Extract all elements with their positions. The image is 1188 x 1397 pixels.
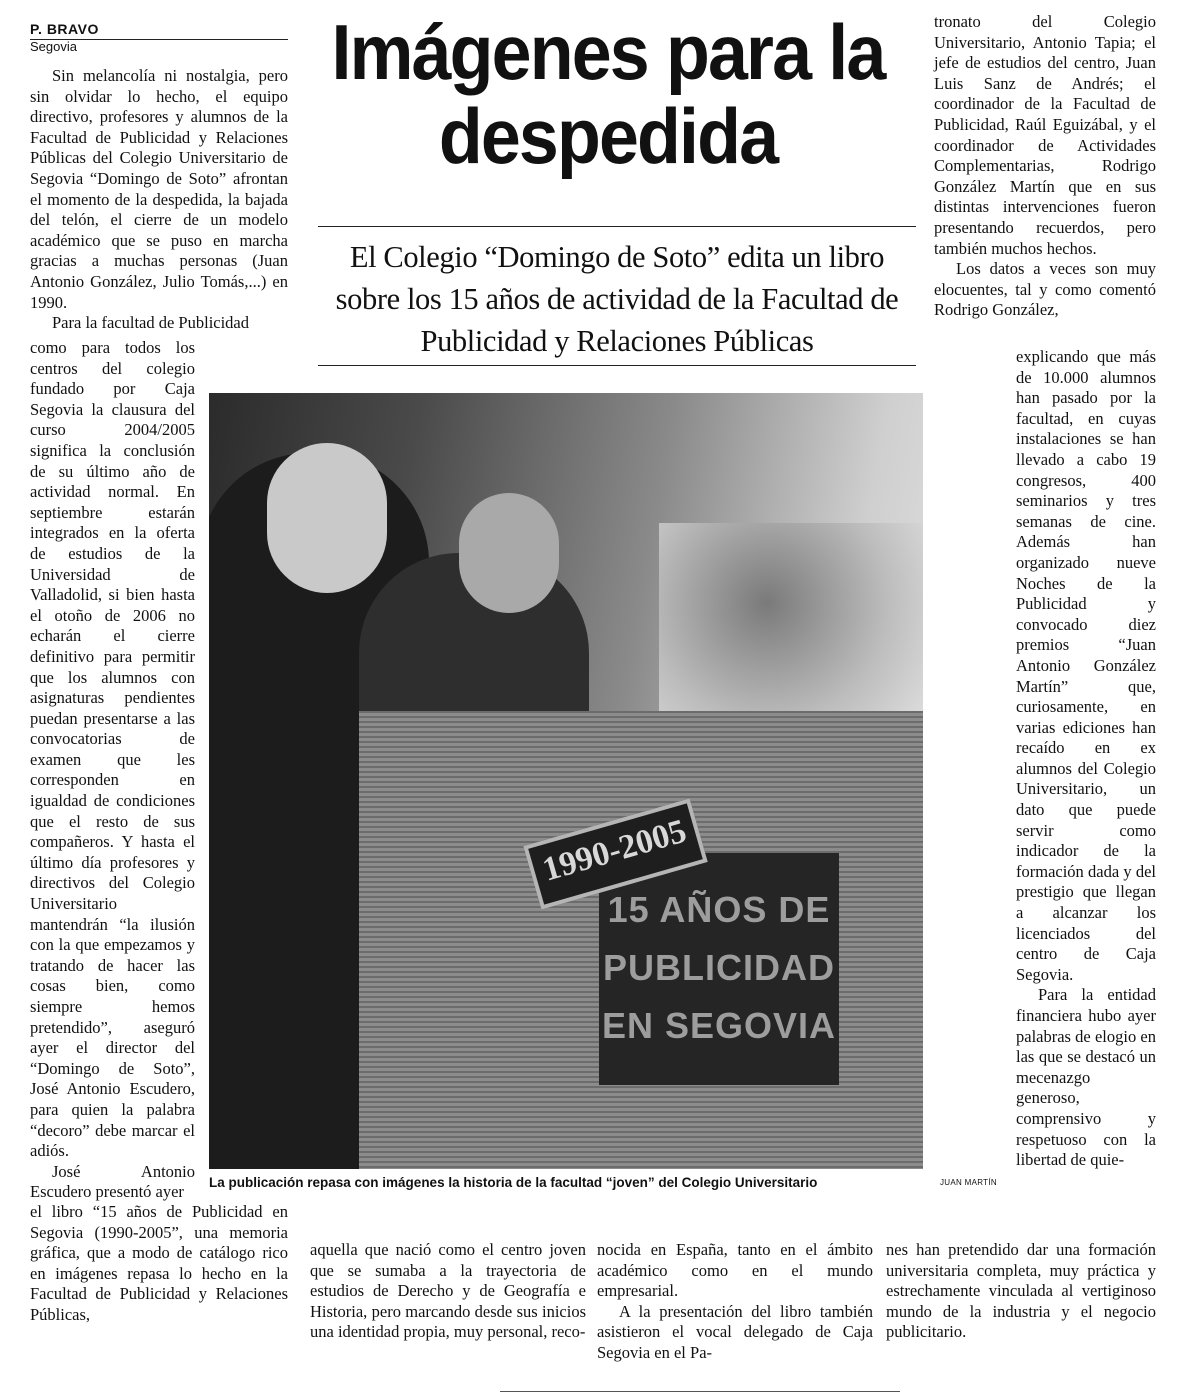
paragraph: Para la facultad de Publicidad xyxy=(52,313,250,333)
book-cover-line: EN SEGOVIA xyxy=(601,1005,837,1046)
paragraph: tronato del Colegio Universitario, Antonio Tapia; el jefe de estudios del centro, Juan Luis Sanz de Andrés; el coordinador de la Facultad de Publicidad, Raúl Eguizábal, y el coordinador de Actividades Complementarias, Rodrigo González Martín que en sus distintas intervenciones fueron presentando recuerdos, pero también muchos hechos. xyxy=(934,12,1156,258)
paragraph: explicando que más de 10.000 alumnos han pasado por la facultad, en cuyas instalaciones se han llevado a cabo 19 congresos, 400 seminarios y tres semanas de cine. Además han organizado nueve Noches de la Publicidad y convocado diez premios “Juan Antonio González Martín” que, curiosamente, en varias ediciones han recaído en ex alumnos del Colegio Universitario, un dato que puede servir como indicador de la formación dada y del prestigio que llegan a alcanzar los licenciados del centro de Caja Segovia. xyxy=(1016,347,1156,984)
paragraph: Los datos a veces son muy elocuentes, tal y como comentó Rodrigo González, xyxy=(934,259,1156,320)
article-column-4-bottom xyxy=(886,1240,1156,1343)
book-cover-line: 15 AÑOS DE xyxy=(607,889,831,930)
byline-author: P. BRAVO xyxy=(30,21,99,37)
photo-caption: La publicación repasa con imágenes la historia de la facultad “joven” del Colegio Universitario xyxy=(209,1175,818,1190)
article-column-4-top xyxy=(934,12,1156,321)
photo-credit: JUAN MARTÍN xyxy=(940,1178,997,1187)
paragraph: Sin melancolía ni nostalgia, pero sin olvidar lo hecho, el equipo directivo, profesores y alumnos de la Facultad de Publicidad y Relaciones Públicas del Colegio Universitario de Segovia “Domingo de Soto” afrontan el momento de la despedida, la bajada del telón, el cierre de un modelo académico que se puso en marcha gracias a muchas personas (Juan Antonio González, Julio Tomás,...) en 1990. xyxy=(30,66,288,312)
article-column-1-top xyxy=(30,66,288,334)
paragraph: nocida en España, tanto en el ámbito académico como en el mundo empresarial. xyxy=(597,1240,873,1301)
book-years-label: 1990-2005 xyxy=(523,798,707,909)
paragraph: aquella que nació como el centro joven que se sumaba a la trayectoria de estudios de Derecho y de Geografía e Historia, pero marcando desde sus inicios una identidad propia, muy personal, reco- xyxy=(310,1240,586,1342)
article-column-1-bottom xyxy=(30,1202,288,1326)
article-column-1-narrow xyxy=(30,338,195,1203)
article-column-2 xyxy=(310,1240,586,1343)
article-column-4-narrow xyxy=(1016,347,1156,1171)
photo-person-center-head xyxy=(459,493,559,613)
article-column-3 xyxy=(597,1240,873,1364)
book-cover-title xyxy=(599,853,839,1085)
deck-rule-bottom xyxy=(318,365,916,366)
news-photo xyxy=(209,393,923,1169)
deck-rule-top xyxy=(318,226,916,227)
byline xyxy=(30,22,288,40)
paragraph: nes han pretendido dar una formación universitaria completa, muy práctica y estrechamente vinculada al vertiginoso mundo de la industria y el negocio publicitario. xyxy=(886,1240,1156,1342)
paragraph: como para todos los centros del colegio fundado por Caja Segovia la clausura del curso 2004/2005 significa la conclusión de su último año de actividad normal. En septiembre estarán integrados en la oferta de estudios de la Universidad de Valladolid, si bien hasta el otoño de 2006 no echarán el cierre definitivo para permitir que los alumnos con asignaturas pendientes puedan presentarse a las convocatorias de examen que les corresponden en igualdad de condiciones que el resto de sus compañeros. Y hasta el último día profesores y directivos del Colegio Universitario mantendrán “la ilusión con la que empezamos y tratando de hacer las cosas bien, como siempre hemos pretendido”, aseguró ayer el director del “Domingo de Soto”, José Antonio Escudero, para quien la palabra “decoro” debe marcar el adiós. xyxy=(30,338,195,1161)
photo-person-left-head xyxy=(267,443,387,593)
deck-subheadline: El Colegio “Domingo de Soto” edita un libro sobre los 15 años de actividad de la Facultad de Publicidad y Relaciones Públicas xyxy=(335,240,899,358)
paragraph: el libro “15 años de Publicidad en Segovia (1990-2005”, una memoria gráfica, que a modo de catálogo rico en imágenes repasa lo hecho en la Facultad de Publicidad y Relaciones Públicas, xyxy=(30,1202,288,1324)
paragraph: Para la entidad financiera hubo ayer palabras de elogio en las que se destacó un mecenazgo generoso, comprensivo y respetuoso con la libertad de quie- xyxy=(1016,985,1156,1170)
paragraph: José Antonio Escudero presentó ayer xyxy=(30,1161,195,1202)
paragraph: A la presentación del libro también asistieron el vocal delegado de Caja Segovia en el Pa- xyxy=(597,1301,873,1362)
bottom-rule xyxy=(500,1391,900,1392)
photo-audience xyxy=(659,523,923,723)
book-cover-line: PUBLICIDAD xyxy=(603,947,835,988)
headline: Imágenes para la despedida xyxy=(331,8,885,180)
byline-city: Segovia xyxy=(30,39,77,54)
